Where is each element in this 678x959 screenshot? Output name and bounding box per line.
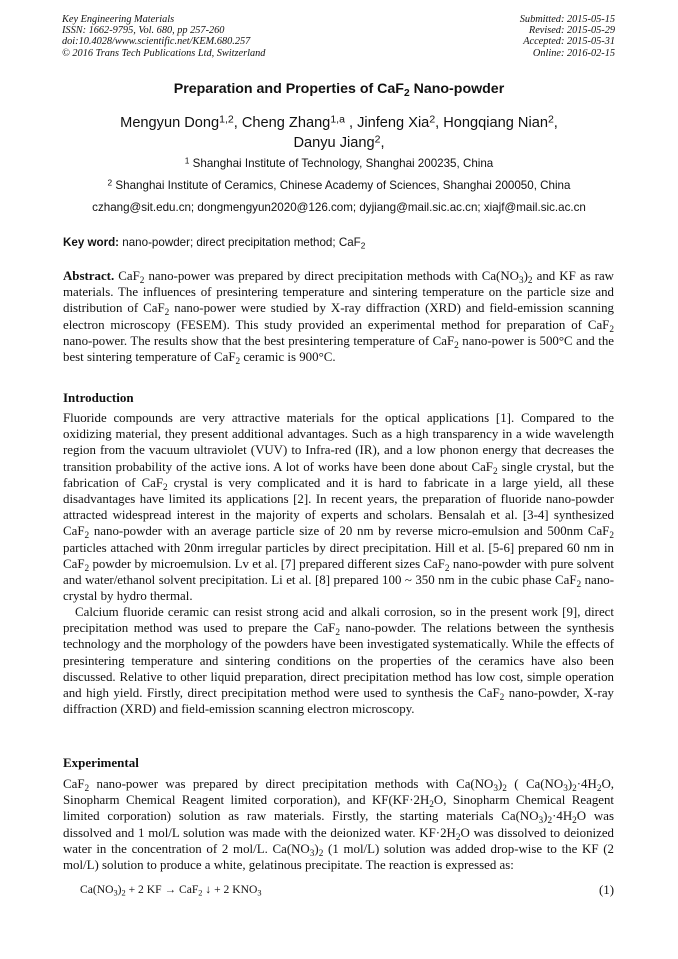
date-accepted: Accepted: 2015-05-31 <box>523 36 615 48</box>
affiliation-2: $^2$ Shanghai Institute of Ceramics, Chinese Academy of Sciences, Shanghai 200050, China <box>107 177 571 192</box>
section-heading-experimental: Experimental <box>63 755 139 770</box>
keywords-label: Key word: <box>63 236 120 249</box>
paper-title: Preparation and Properties of CaF$_2$ Nano-powder <box>173 81 505 100</box>
journal-issn: ISSN: 1662-9795, Vol. 680, pp 257-260 <box>62 25 225 37</box>
journal-doi[interactable]: doi:10.4028/www.scientific.net/KEM.680.257 <box>62 36 251 48</box>
date-submitted: Submitted: 2015-05-15 <box>519 14 615 25</box>
author: Jinfeng Xia$^2$ <box>357 113 436 131</box>
abstract-paragraph: Abstract. CaF$_2$ nano-power was prepared by direct precipitation methods with $Ca(NO_3)_2$ and KF as raw materials. The influences of presintering temperature and sintering temperature on the particle size and distribution of CaF$_2$ nano-power were studied by X-ray diffraction (XRD) and field-emission scanning electron microscopy (FESEM). This study provided an experimental method for preparation of CaF$_2$ nano-power. The results show that the best presintering temperature of CaF$_2$ nano-power is 500°C and the best sintering temperature of CaF$_2$ ceramic is 900°C. <box>63 269 614 367</box>
journal-name: Key Engineering Materials <box>62 14 175 25</box>
abstract-label: Abstract. <box>63 269 115 283</box>
experimental-paragraph-1: CaF$_2$ nano-power was prepared by direct precipitation methods with $Ca(NO_3)_2$ ( $Ca(NO_3)_2\cdot 4H_2O$, Sinopharm Chemical Reagent limited corporation), and $KF(KF\cdot 2H_2O$, Sinopharm Chemical Reagent limited corporation) solution as raw materials. Firstly, the starting materials $Ca(NO_3)_2\cdot 4H_2O$ was dissolved and 1 mol/L solution was made with the deionized water. $KF\cdot 2H_2O$ was dissolved to deionized water in the concentration of 2 mol/L. $Ca(NO_3)_2$ (1 mol/L) solution was added drop-wise to the KF (2 mol/L) solution to produce a white, gelatinous precipitate. The reaction is expressed as: <box>63 777 615 873</box>
date-revised: Revised: 2015-05-29 <box>528 25 615 37</box>
author: Mengyun Dong$^{1,2}$ <box>120 113 234 131</box>
equation-body: $Ca(NO_3)_2 + 2$ KF → CaF$_2$ ↓ + 2 $KNO_3$ <box>80 883 262 898</box>
author: Hongqiang Nian$^2$ <box>443 113 554 131</box>
affiliation-1: $^1$ Shanghai Institute of Technology, Shanghai 200235, China <box>184 155 494 170</box>
author: Cheng Zhang$^{1,a}$ <box>241 113 345 131</box>
section-heading-introduction: Introduction <box>63 390 134 405</box>
introduction-paragraph-2: Calcium fluoride ceramic can resist strong acid and alkali corrosion, so in the present work [9], direct precipitation method was used to prepare the CaF$_2$ nano-powder. The relations between the synthesis technology and the morphology of the powders have been investigated systematically. While the effects of presintering temperature and sintering conditions on the properties of the ceramics have also been discussed. Relative to other liquid preparation, direct precipitation method has low cost, simple operation and high yield. Firstly, direct precipitation method were used to synthesis the CaF$_2$ nano-powder, X-ray diffraction (XRD) and field-emission scanning electron microscopy. <box>63 605 615 717</box>
equation-number: (1) <box>598 883 614 897</box>
publication-dates <box>520 14 615 59</box>
author-emails[interactable]: czhang@sit.edu.cn; dongmengyun2020@126.com; dyjiang@mail.sic.ac.cn; xiajf@mail.sic.ac.cn <box>92 201 586 214</box>
date-online: Online: 2016-02-15 <box>532 47 615 59</box>
introduction-paragraph-1: Fluoride compounds are very attractive materials for the optical applications [1]. Compared to the oxidizing material, they present additional advantages. Such as a high transparency in a wide wavelength region from the vacuum ultraviolet (VUV) to Infra-red (IR), and a low phonon energy that decreases the transition probability of the active ions. A lot of works have been done about CaF$_2$ single crystal, but the fabrication of CaF$_2$ crystal is very complicated and it is hard to fabricate in a large yield, all these disadvantages have limited its applications [2]. In recent years, the preparation of fluoride nano-powder attracted widespread interest in the majority of experts and scholars. Bensalah et al. [3-4] synthesized CaF$_2$ nano-powder with an average particle size of 20 nm by reverse micro-emulsion and 500nm CaF$_2$ particles attached with 20nm irregular particles by direct precipitation. Hill et al. [5-6] prepared 60 nm in CaF$_2$ powder by microemulsion. Lv et al. [7] prepared different sizes CaF$_2$ nano-powder with pure solvent and water/ethanol solvent precipitation. Li et al. [8] prepared 100 ~ 350 nm in the cubic phase CaF$_2$ nano-crystal by hydro thermal. <box>63 411 614 604</box>
equation-1 <box>80 883 614 896</box>
author: Danyu Jiang$^2$ <box>293 133 381 151</box>
keywords: Key word: nano-powder; direct precipitation method; CaF$_2$ <box>63 236 366 251</box>
author-list: Mengyun Dong$^{1,2}$, Cheng Zhang$^{1,a}$ , Jinfeng Xia$^2$, Hongqiang Nian$^2$, Danyu Jiang$^2$, <box>120 113 558 151</box>
journal-copyright: © 2016 Trans Tech Publications Ltd, Switzerland <box>62 47 266 59</box>
journal-info <box>62 14 265 59</box>
